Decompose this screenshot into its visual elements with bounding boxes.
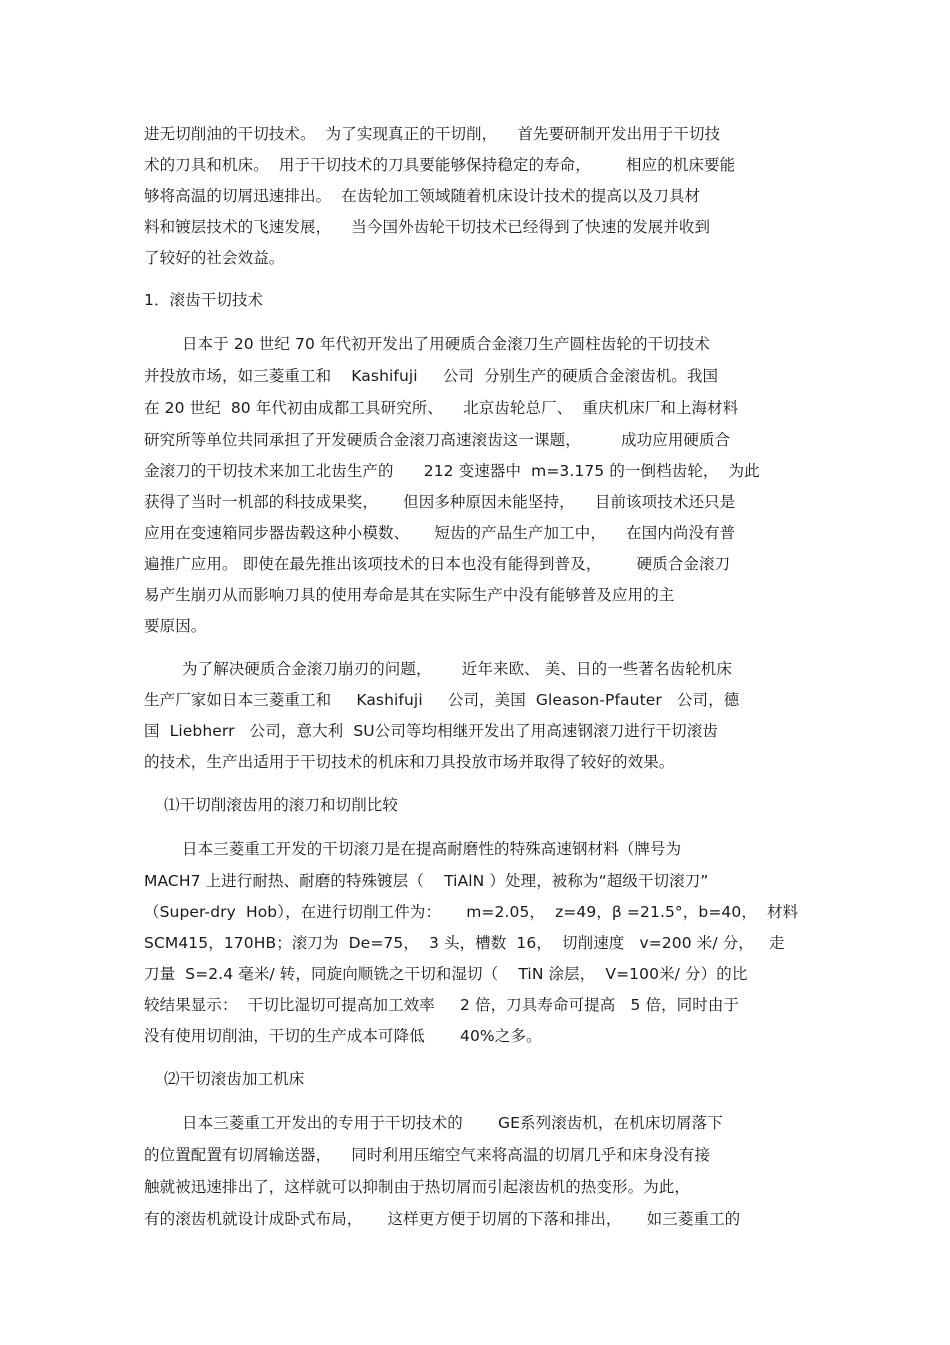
paragraph-line: 在 20 世纪 80 年代初由成都工具研究所、 北京齿轮总厂、 重庆机床厂和上海材料 (144, 399, 739, 417)
paragraph-line: 的位置配置有切屑输送器， 同时利用压缩空气来将高温的切屑几乎和床身没有接 (144, 1146, 711, 1164)
paragraph-line: 国 Liebherr 公司，意大利 SU公司等均相继开发出了用高速钢滚刀进行干切滚齿 (144, 722, 718, 740)
paragraph-line: 较结果显示： 干切比湿切可提高加工效率 2 倍，刀具寿命可提高 5 倍，同时由于 (144, 996, 740, 1014)
paragraph-line: （Super-dry Hob），在进行切削工件为： m=2.05， z=49，β =21.5°，b=40， 材料 (144, 903, 799, 921)
paragraph-line: 应用在变速箱同步器齿毂这种小模数、 短齿的产品生产加工中， 在国内尚没有普 (144, 524, 736, 542)
intro-line: 了较好的社会效益。 (144, 249, 285, 267)
section-heading: 1．滚齿干切技术 (144, 291, 264, 309)
paragraph-line: 有的滚齿机就设计成卧式布局， 这样更方便于切屑的下落和排出， 如三菱重工的 (144, 1210, 741, 1228)
paragraph-line: 易产生崩刃从而影响刀具的使用寿命是其在实际生产中没有能够普及应用的主 (144, 586, 675, 604)
paragraph-line: 并投放市场，如三菱重工和 Kashifuji 公司 分别生产的硬质合金滚齿机。我国 (144, 367, 719, 385)
paragraph-line: 为了解决硬质合金滚刀崩刃的问题， 近年来欧、 美、日的一些著名齿轮机床 (182, 660, 732, 678)
paragraph-line: 刀量 S=2.4 毫米/ 转，同旋向顺铣之干切和湿切（ TiN 涂层， V=100米/ 分）的比 (144, 965, 748, 983)
paragraph-line: 研究所等单位共同承担了开发硬质合金滚刀高速滚齿这一课题， 成功应用硬质合 (144, 431, 731, 449)
paragraph-line: 金滚刀的干切技术来加工北齿生产的 212 变速器中 m=3.175 的一倒档齿轮， 为此 (144, 462, 760, 480)
intro-line: 术的刀具和机床。 用于干切技术的刀具要能够保持稳定的寿命， 相应的机床要能 (144, 156, 736, 174)
paragraph-line: 日本于 20 世纪 70 年代初开发出了用硬质合金滚刀生产圆柱齿轮的干切技术 (182, 335, 710, 353)
paragraph-line: 生产厂家如日本三菱重工和 Kashifuji 公司，美国 Gleason-Pfauter 公司，德 (144, 691, 740, 709)
paragraph-line: 没有使用切削油，干切的生产成本可降低 40%之多。 (144, 1027, 542, 1045)
paragraph-line: 遍推广应用。 即使在最先推出该项技术的日本也没有能得到普及， 硬质合金滚刀 (144, 555, 731, 573)
paragraph-line: 要原因。 (144, 617, 207, 635)
paragraph-line: SCM415，170HB；滚刀为 De=75， 3 头，槽数 16， 切削速度 v=200 米/ 分， 走 (144, 934, 785, 952)
paragraph-line: 触就被迅速排出了，这样就可以抑制由于热切屑而引起滚齿机的热变形。为此， (144, 1178, 691, 1196)
intro-line: 够将高温的切屑迅速排出。 在齿轮加工领域随着机床设计技术的提高以及刀具材 (144, 187, 701, 205)
paragraph-line: 日本三菱重工开发出的专用于干切技术的 GE系列滚齿机，在机床切屑落下 (182, 1114, 723, 1132)
paragraph-line: 获得了当时一机部的科技成果奖， 但因多种原因未能坚持， 目前该项技术还只是 (144, 493, 736, 511)
intro-line: 料和镀层技术的飞速发展， 当今国外齿轮干切技术已经得到了快速的发展并收到 (144, 218, 711, 236)
subsection-heading: ⑵干切滚齿加工机床 (164, 1070, 305, 1088)
subsection-heading: ⑴干切削滚齿用的滚刀和切削比较 (164, 796, 399, 814)
paragraph-line: 的技术，生产出适用于干切技术的机床和刀具投放市场并取得了较好的效果。 (144, 753, 675, 771)
intro-line: 进无切削油的干切技术。 为了实现真正的干切削， 首先要研制开发出用于干切技 (144, 125, 721, 143)
paragraph-line: MACH7 上进行耐热、耐磨的特殊镀层（ TiAlN ）处理，被称为“超级干切滚刀” (144, 872, 709, 890)
paragraph-line: 日本三菱重工开发的干切滚刀是在提高耐磨性的特殊高速钢材料（牌号为 (182, 840, 682, 858)
